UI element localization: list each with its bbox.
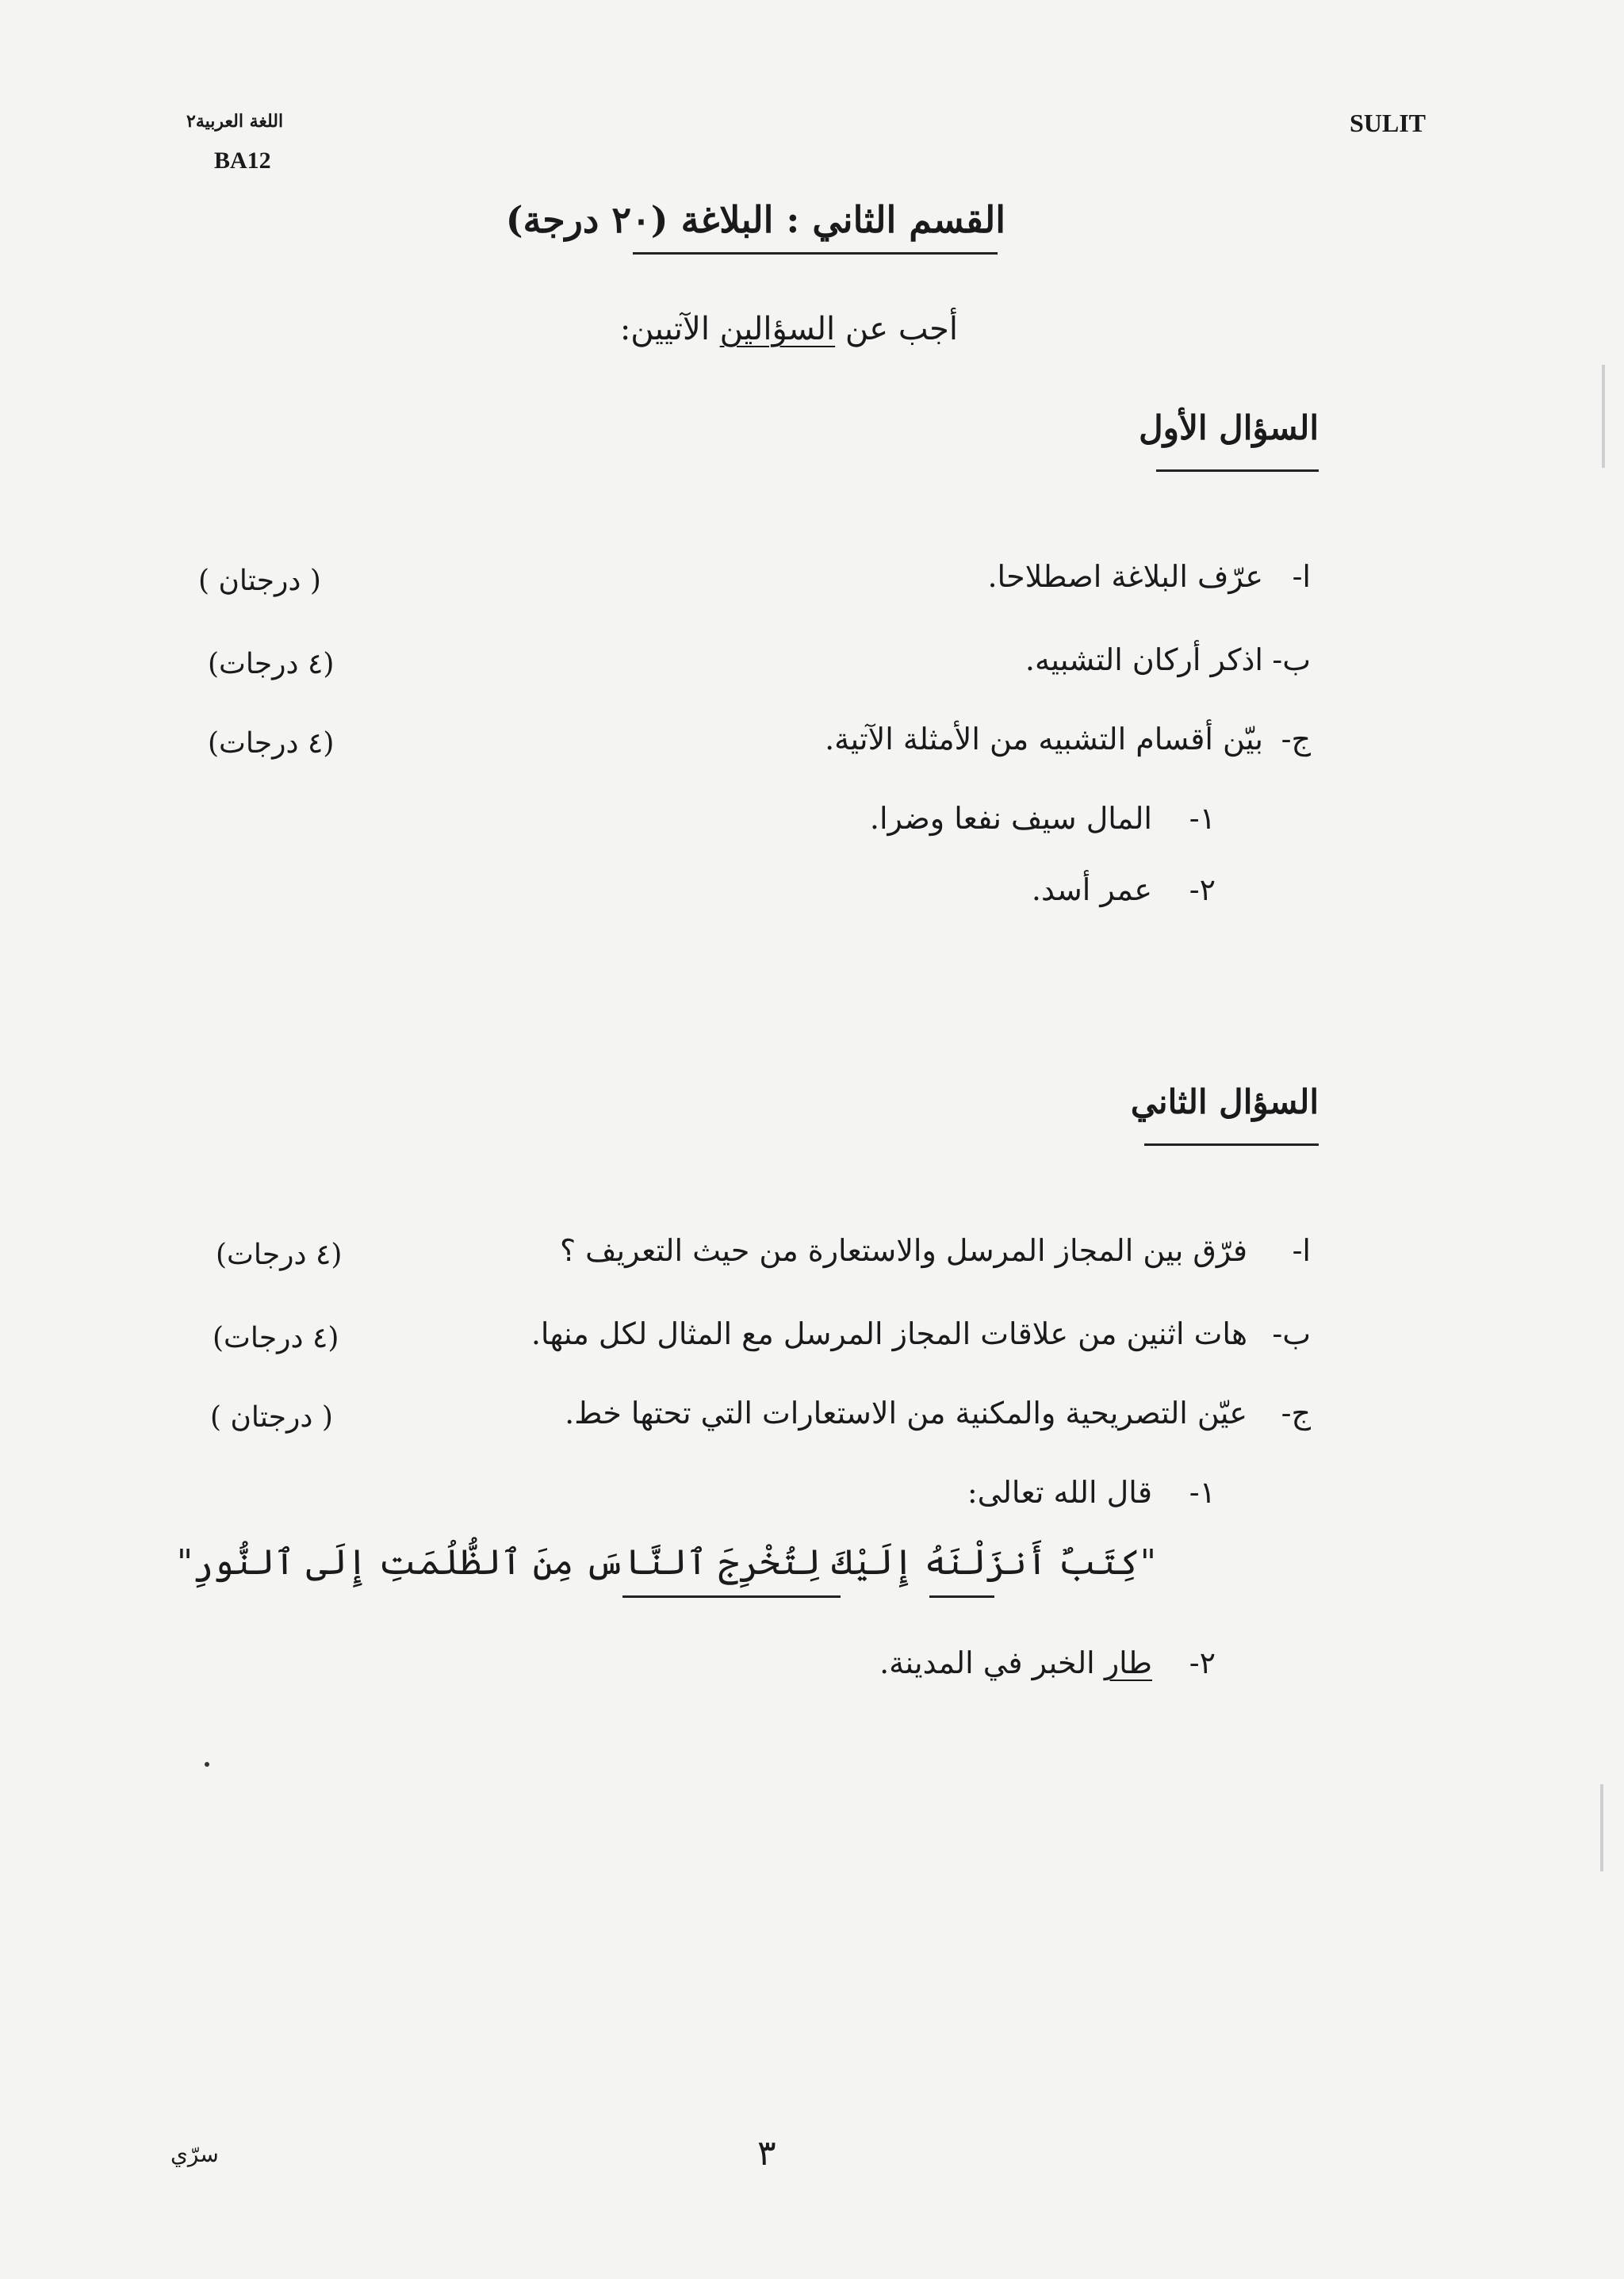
quote-underline-dhulumat [622,1595,841,1598]
q2-example-1-text: قال الله تعالى: [967,1475,1152,1510]
q2-item-c-label: ج- [1281,1396,1311,1431]
q1-item-b-text: اذكر أركان التشبيه. [1025,642,1263,677]
q2-item-c-text: عيّن التصريحية والمكنية من الاستعارات التي تحتها خط. [565,1396,1247,1431]
quran-quote: "كِتَبٌ أَنزَلْنَهُ إِلَيْكَ لِتُخْرِجَ ٱلنَّاسَ مِنَ ٱلظُّلُمَتِ إِلَى ٱلنُّورِ" [176,1542,1156,1583]
q2-example-2-text [879,1645,1152,1680]
q1-item-c-label: ج- [1281,722,1311,756]
q2-item-b-label: ب- [1272,1316,1311,1351]
q1-example-1-label: ١- [1189,801,1216,836]
question2-heading: السؤال الثاني [1130,1082,1319,1121]
instruction-before: أجب عن [845,311,958,347]
question1-heading-underline [1156,469,1319,472]
q1-item-a-label: ا- [1292,559,1311,594]
section-title-underline [633,252,998,255]
section-title: القسم الثاني : البلاغة (٢٠ درجة) [505,198,1005,241]
q1-item-a-marks: ( درجتان ) [198,565,321,597]
q2-example-2-underlined: طار [1104,1645,1152,1680]
quote-underline-tukhrij [929,1595,994,1598]
q1-item-c-marks: (٤ درجات) [208,727,335,760]
footer-note: سرّي [170,2141,219,2167]
q1-item-b-label: ب- [1272,642,1311,677]
instruction [620,311,958,347]
question2-heading-underline [1144,1143,1319,1146]
question1-heading: السؤال الأول [1139,408,1319,447]
scan-edge-mark [1600,1784,1603,1871]
q2-item-a-marks: (٤ درجات) [216,1239,343,1271]
q2-item-a-text: فرّق بين المجاز المرسل والاستعارة من حيث التعريف ؟ [559,1233,1247,1268]
q1-example-2-label: ٢- [1189,872,1216,907]
classification-label: SULIT [1349,109,1426,137]
instruction-after: الآتيين: [619,311,710,347]
scan-edge-mark [1602,365,1605,468]
q2-example-2-rest: الخبر في المدينة. [879,1645,1095,1680]
q2-item-b-text: هات اثنين من علاقات المجاز المرسل مع المثال لكل منها. [530,1316,1247,1351]
q1-example-1-text: المال سيف نفعا وضرا. [869,801,1152,836]
q1-item-c-text: بيّن أقسام التشبيه من الأمثلة الآتية. [825,722,1263,756]
q2-example-2-label: ٢- [1189,1645,1216,1680]
q1-item-b-marks: (٤ درجات) [208,648,335,680]
q1-example-2-text: عمر أسد. [1031,872,1152,907]
subject-label: اللغة العربية٢ [186,111,284,132]
q1-item-a-text: عرّف البلاغة اصطلاحا. [987,559,1263,594]
q2-item-c-marks: ( درجتان ) [210,1401,333,1434]
page-number: ٣ [757,2133,776,2174]
course-code: BA12 [214,147,271,174]
instruction-underlined: السؤالين [719,311,836,347]
q2-item-a-label: ا- [1292,1233,1311,1268]
stray-dot [205,1762,209,1767]
q2-example-1-label: ١- [1189,1475,1216,1510]
q2-item-b-marks: (٤ درجات) [213,1322,339,1354]
